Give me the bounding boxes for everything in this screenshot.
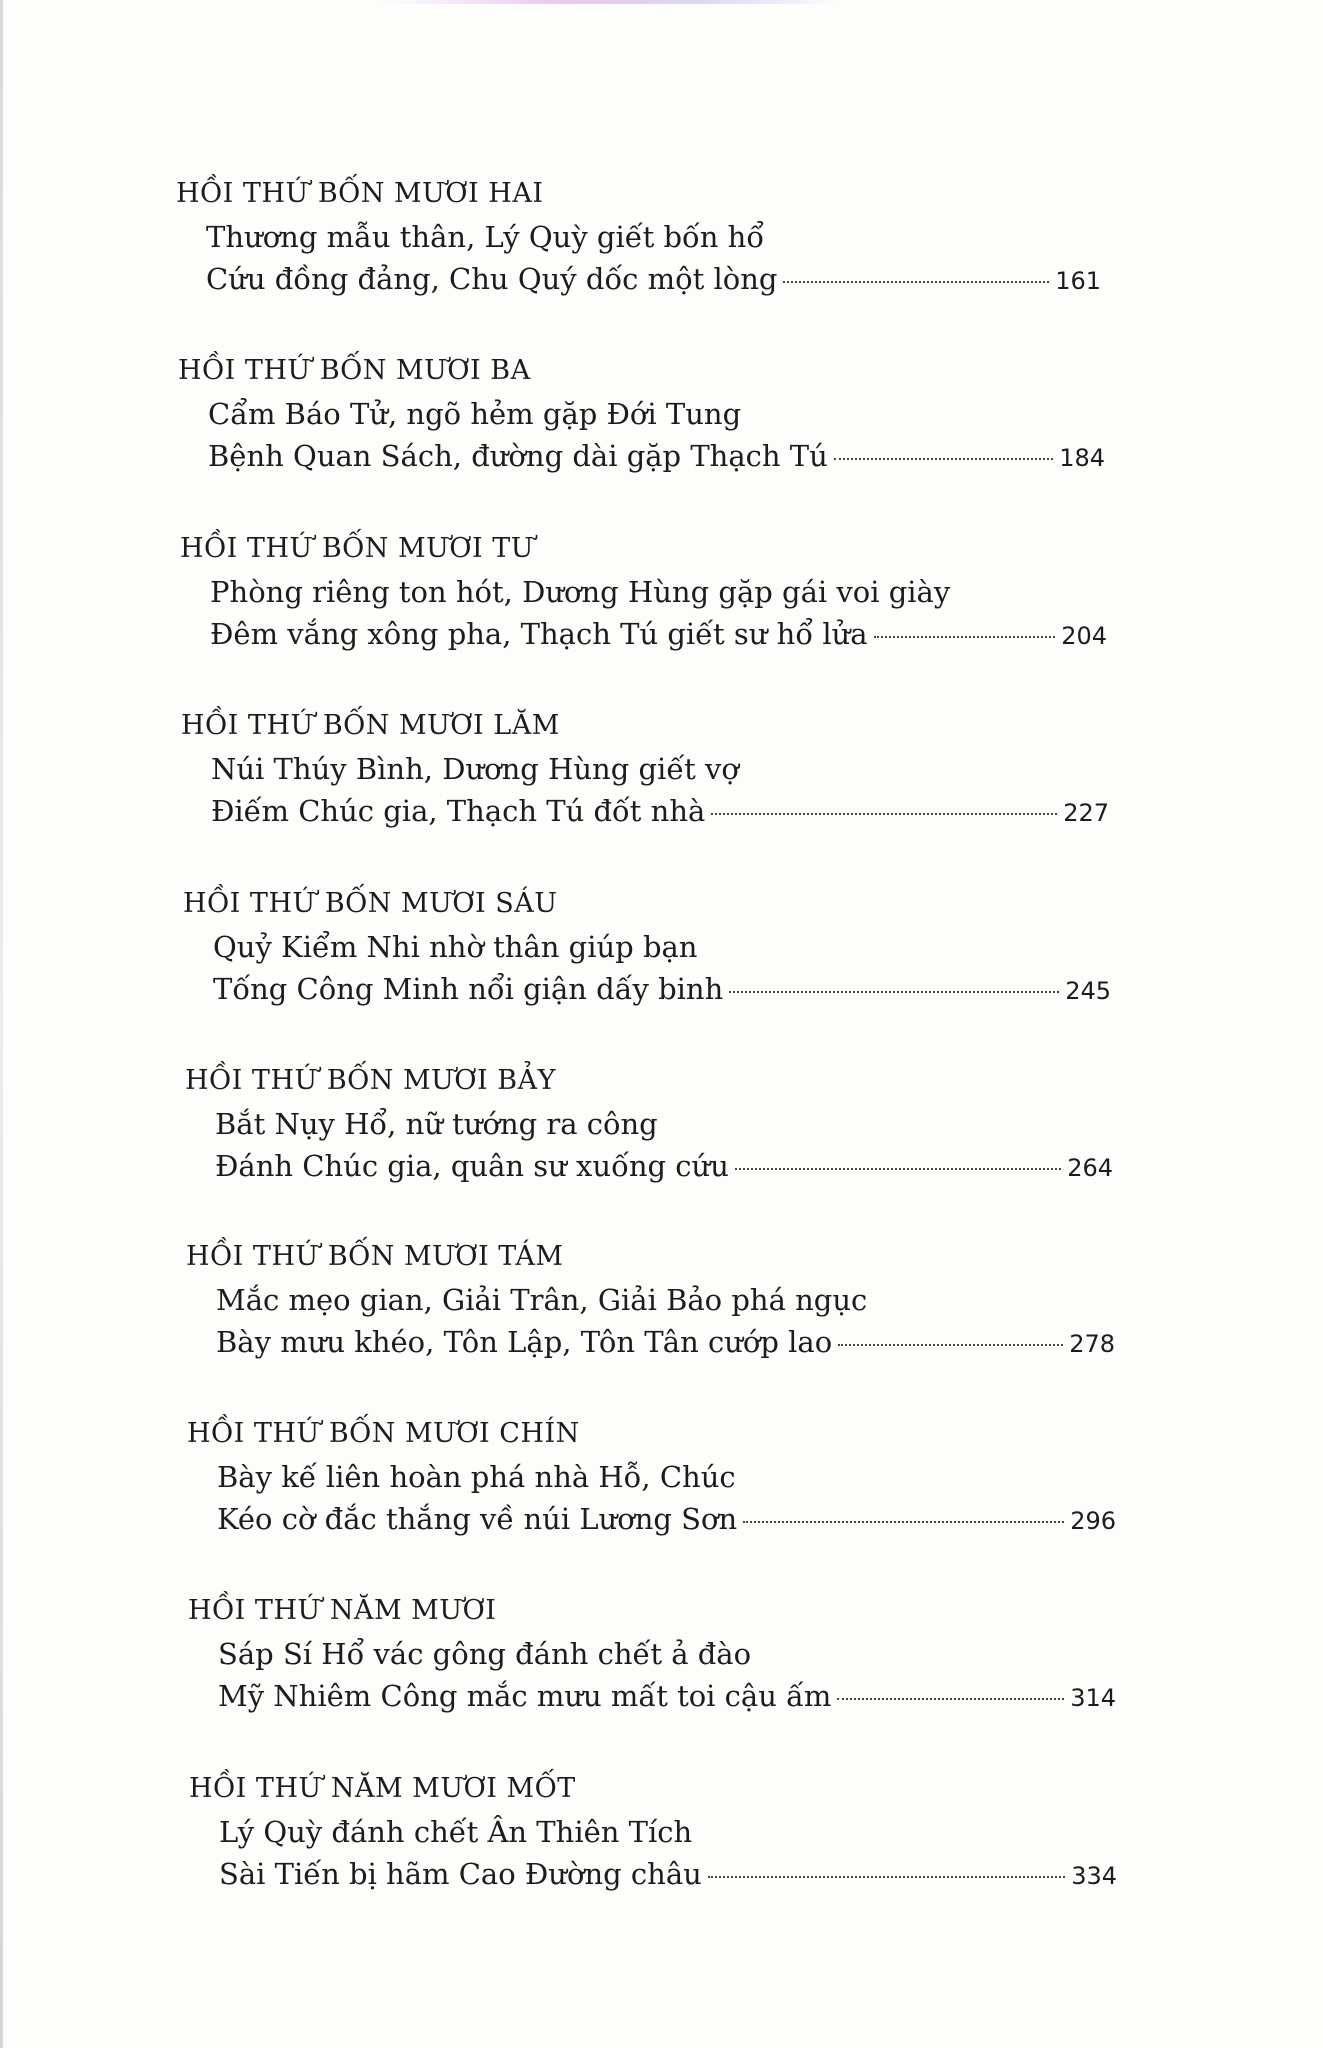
- page-number: 264: [1067, 1154, 1113, 1182]
- chapter-title: HỒI THỨ BỐN MƯƠI SÁU: [183, 888, 558, 919]
- dot-leader: [783, 281, 1049, 283]
- chapter-title: HỒI THỨ BỐN MƯƠI BA: [178, 355, 531, 386]
- chapter-subtitle-line1: Bắt Nụy Hổ, nữ tướng ra công: [215, 1107, 658, 1141]
- chapter-subtitle-text: Đánh Chúc gia, quân sư xuống cứu: [215, 1149, 729, 1183]
- chapter-subtitle-text: Mỹ Nhiêm Công mắc mưu mất toi cậu ấm: [218, 1679, 832, 1713]
- dot-leader: [838, 1344, 1063, 1346]
- dot-leader: [874, 636, 1056, 638]
- dot-leader: [735, 1168, 1061, 1170]
- page-number: 278: [1069, 1330, 1115, 1358]
- page-number: 161: [1055, 267, 1101, 295]
- chapter-subtitle-line1: Quỷ Kiểm Nhi nhờ thân giúp bạn: [213, 930, 698, 964]
- chapter-subtitle-text: Cứu đồng đảng, Chu Quý dốc một lòng: [206, 262, 778, 296]
- chapter-subtitle-line2: [208, 439, 1105, 479]
- chapter-subtitle-line1: Cẩm Báo Tử, ngõ hẻm gặp Đới Tung: [208, 397, 742, 431]
- page-number: 184: [1059, 444, 1105, 472]
- dot-leader: [743, 1521, 1064, 1523]
- chapter-subtitle-text: Bệnh Quan Sách, đường dài gặp Thạch Tú: [208, 439, 828, 473]
- chapter-subtitle-line1: Bày kế liên hoàn phá nhà Hỗ, Chúc: [217, 1460, 736, 1494]
- chapter-title: HỒI THỨ BỐN MƯƠI TƯ: [180, 533, 535, 564]
- chapter-title: HỒI THỨ NĂM MƯƠI MỐT: [189, 1773, 576, 1804]
- chapter-title: HỒI THỨ BỐN MƯƠI BẢY: [185, 1065, 556, 1096]
- chapter-subtitle-line2: [210, 617, 1107, 657]
- chapter-title: HỒI THỨ BỐN MƯƠI LĂM: [181, 710, 560, 741]
- chapter-title: HỒI THỨ BỐN MƯƠI CHÍN: [187, 1418, 580, 1449]
- dot-leader: [837, 1698, 1064, 1700]
- dot-leader: [711, 813, 1057, 815]
- page-number: 204: [1061, 622, 1107, 650]
- chapter-subtitle-text: Sài Tiến bị hãm Cao Đường châu: [219, 1857, 702, 1891]
- chapter-subtitle-line2: [206, 262, 1101, 302]
- chapter-subtitle-line1: Lý Quỳ đánh chết Ân Thiên Tích: [219, 1815, 693, 1849]
- chapter-subtitle-line1: Núi Thúy Bình, Dương Hùng giết vợ: [211, 752, 739, 786]
- chapter-subtitle-line1: Mắc mẹo gian, Giải Trân, Giải Bảo phá ngục: [216, 1283, 868, 1317]
- chapter-subtitle-line1: Sáp Sí Hổ vác gông đánh chết ả đào: [218, 1637, 752, 1671]
- chapter-subtitle-line2: [217, 1502, 1116, 1542]
- page-number: 245: [1065, 977, 1111, 1005]
- page-number: 227: [1063, 799, 1109, 827]
- page-number: 296: [1070, 1507, 1116, 1535]
- chapter-subtitle-text: Kéo cờ đắc thắng về núi Lương Sơn: [217, 1502, 738, 1536]
- dot-leader: [708, 1876, 1065, 1878]
- dot-leader: [834, 458, 1053, 460]
- chapter-subtitle-line2: [211, 794, 1109, 834]
- chapter-subtitle-text: Đêm vắng xông pha, Thạch Tú giết sư hổ lửa: [210, 617, 868, 651]
- chapter-subtitle-line2: [213, 972, 1111, 1012]
- chapter-subtitle-line1: Phòng riêng ton hót, Dương Hùng gặp gái voi giày: [210, 575, 951, 609]
- chapter-title: HỒI THỨ BỐN MƯƠI TÁM: [186, 1241, 564, 1272]
- dot-leader: [729, 991, 1059, 993]
- chapter-title: HỒI THỨ NĂM MƯƠI: [188, 1595, 497, 1626]
- chapter-subtitle-text: Bày mưu khéo, Tôn Lập, Tôn Tân cướp lao: [216, 1325, 833, 1359]
- chapter-subtitle-line2: [219, 1857, 1117, 1897]
- chapter-subtitle-line2: [215, 1149, 1113, 1189]
- chapter-subtitle-text: Tống Công Minh nổi giận dấy binh: [213, 972, 724, 1006]
- chapter-subtitle-line2: [218, 1679, 1116, 1719]
- chapter-subtitle-line1: Thương mẫu thân, Lý Quỳ giết bốn hổ: [206, 220, 765, 254]
- page-number: 314: [1070, 1684, 1116, 1712]
- chapter-title: HỒI THỨ BỐN MƯƠI HAI: [176, 178, 544, 209]
- chapter-subtitle-text: Điếm Chúc gia, Thạch Tú đốt nhà: [211, 794, 706, 828]
- page-number: 334: [1071, 1862, 1117, 1890]
- chapter-subtitle-line2: [216, 1325, 1115, 1365]
